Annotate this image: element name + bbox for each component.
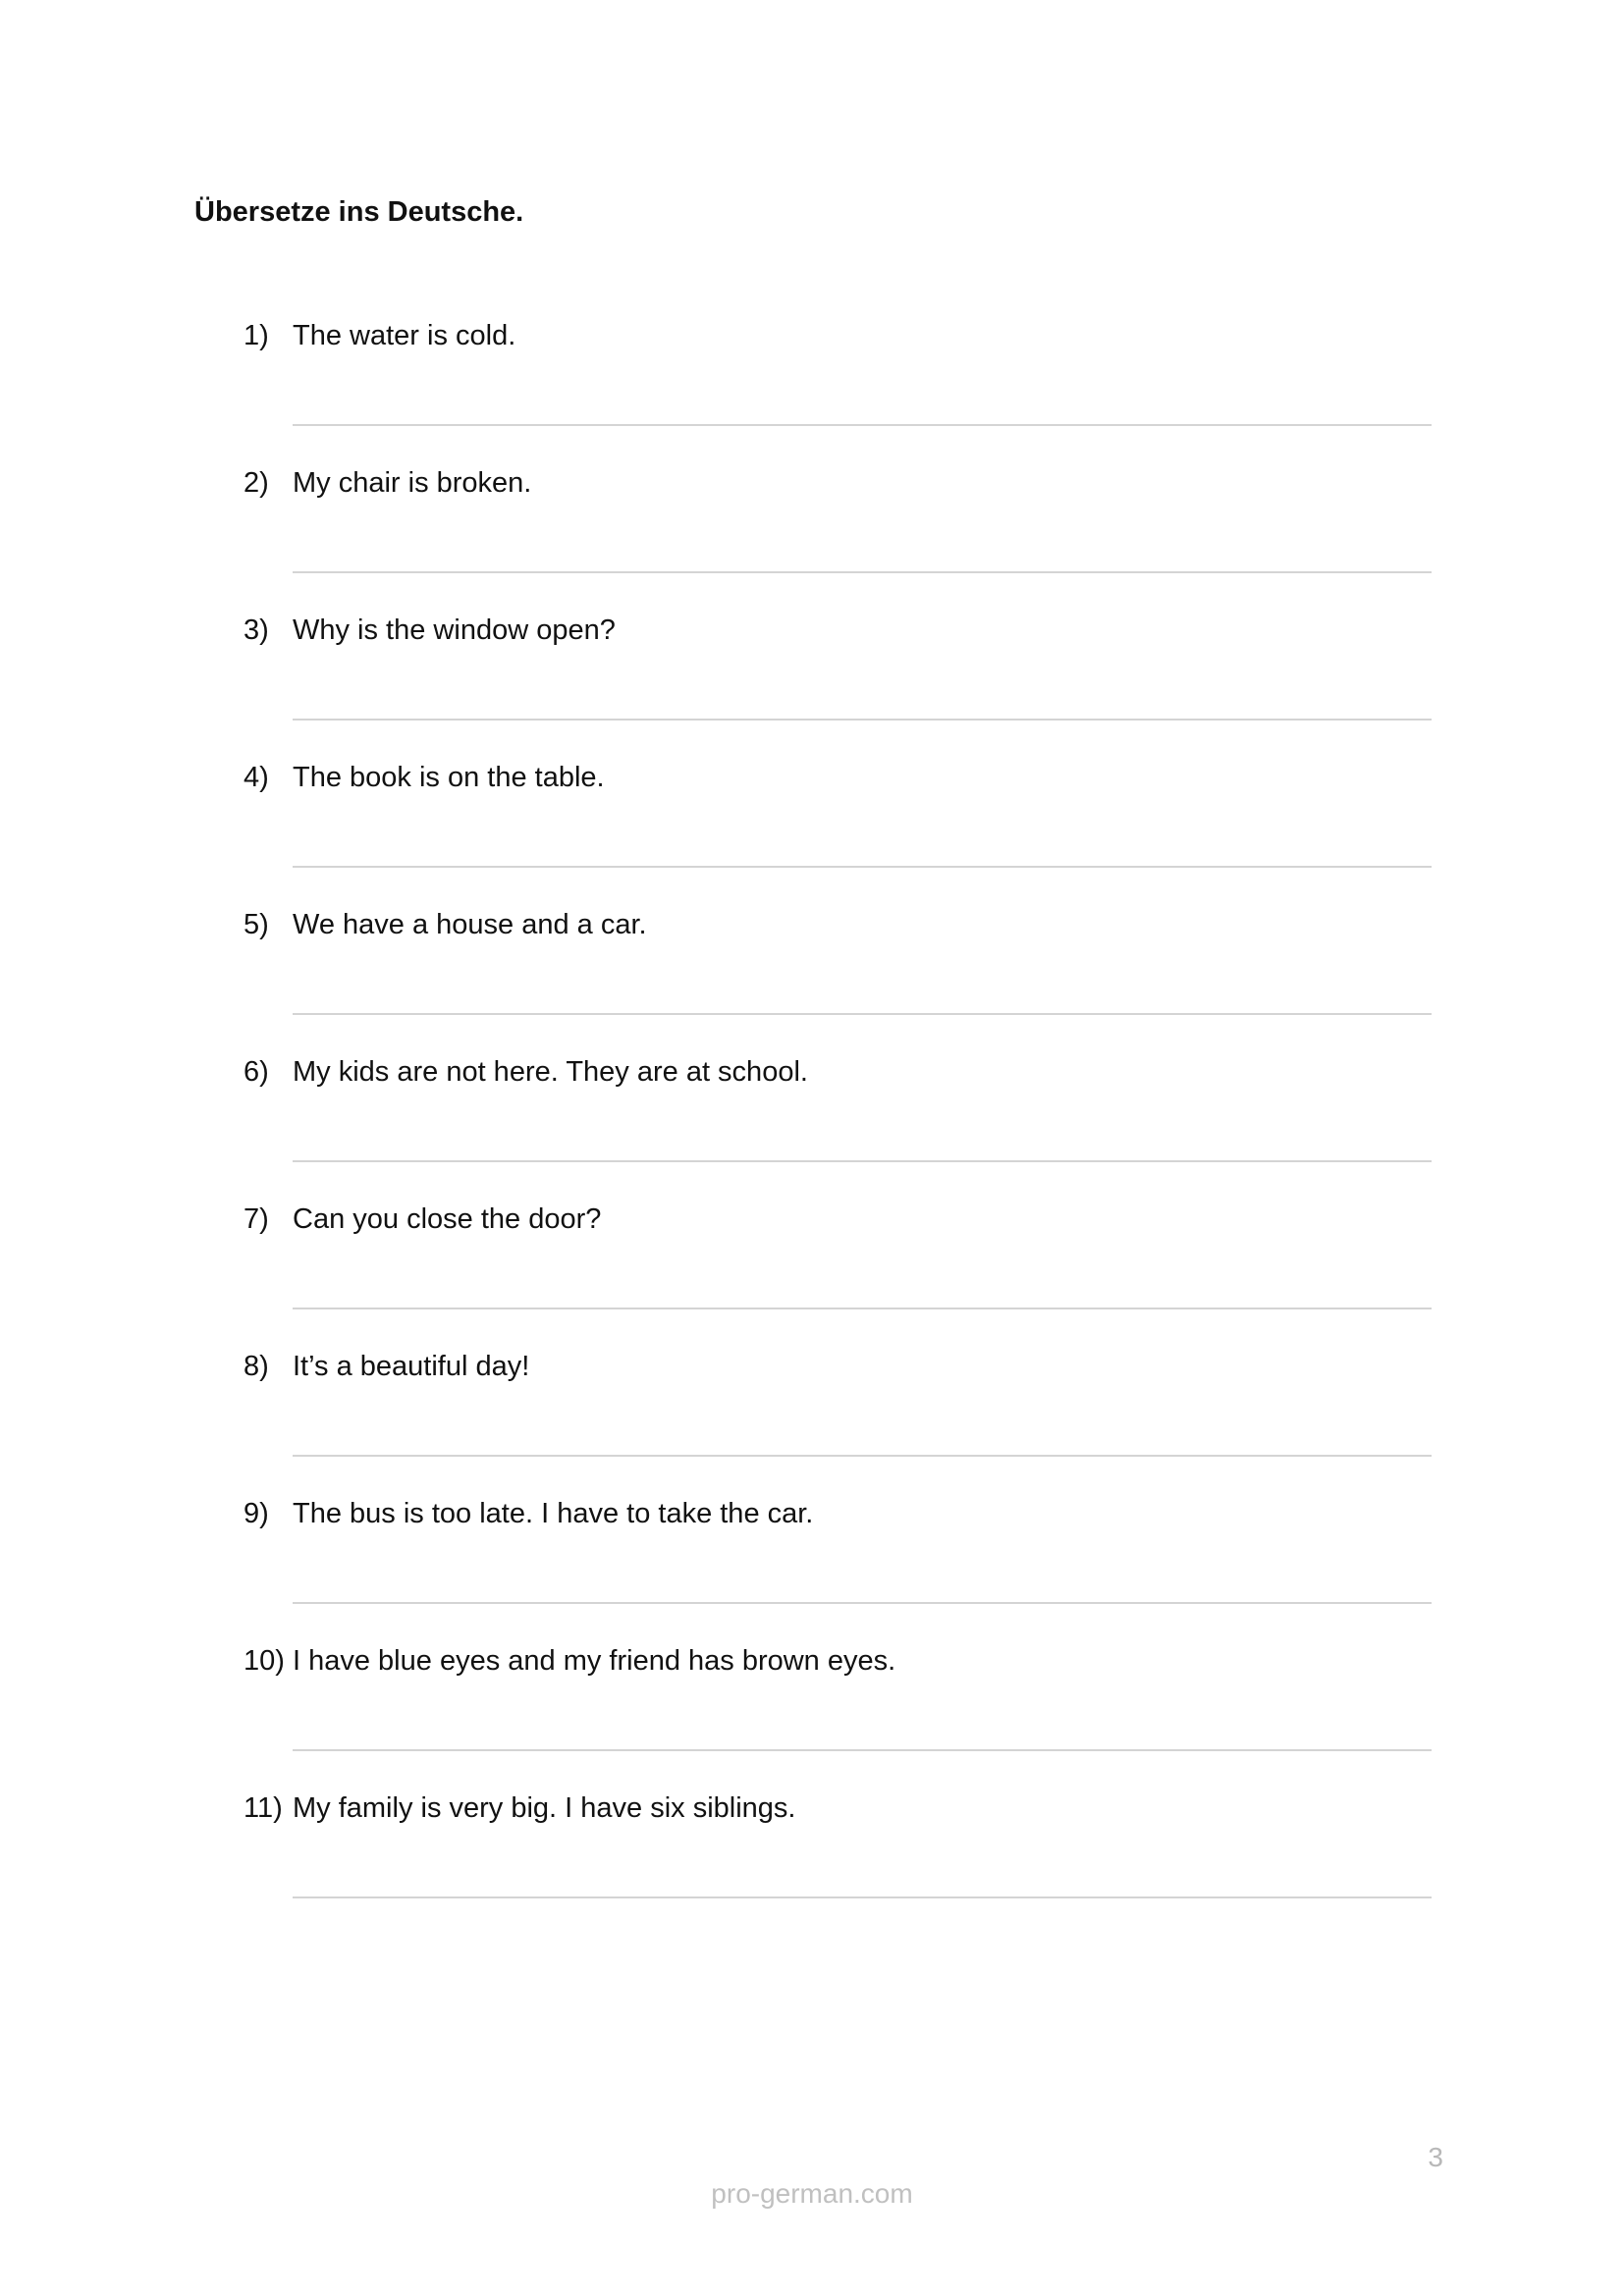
- exercise-item: [0, 611, 1624, 758]
- exercise-item: [0, 1494, 1624, 1641]
- item-prompt: We have a house and a car.: [293, 909, 647, 940]
- answer-line[interactable]: [293, 571, 1432, 573]
- answer-line[interactable]: [293, 1013, 1432, 1015]
- item-number: 2): [244, 467, 269, 499]
- item-number: 1): [244, 320, 269, 351]
- exercise-item: [0, 1200, 1624, 1347]
- answer-line[interactable]: [293, 1455, 1432, 1457]
- exercise-item: [0, 1789, 1624, 1936]
- item-number: 7): [244, 1203, 269, 1235]
- item-prompt: It’s a beautiful day!: [293, 1351, 530, 1382]
- worksheet-title: Übersetze ins Deutsche.: [194, 196, 524, 228]
- item-prompt: I have blue eyes and my friend has brown eyes.: [293, 1645, 896, 1677]
- item-prompt: The bus is too late. I have to take the car.: [293, 1498, 814, 1529]
- exercise-item: [0, 1641, 1624, 1789]
- exercise-item: [0, 316, 1624, 463]
- answer-line[interactable]: [293, 1749, 1432, 1751]
- page-number: 3: [1428, 2142, 1443, 2172]
- answer-line[interactable]: [293, 1896, 1432, 1898]
- answer-line[interactable]: [293, 1308, 1432, 1309]
- item-number: 11): [244, 1792, 283, 1824]
- exercise-item: [0, 905, 1624, 1052]
- item-prompt: Why is the window open?: [293, 614, 616, 646]
- answer-line[interactable]: [293, 1160, 1432, 1162]
- exercise-item: [0, 758, 1624, 905]
- item-prompt: My chair is broken.: [293, 467, 532, 499]
- item-number: 5): [244, 909, 269, 940]
- answer-line[interactable]: [293, 719, 1432, 721]
- exercise-item: [0, 1052, 1624, 1200]
- item-number: 9): [244, 1498, 269, 1529]
- item-prompt: My family is very big. I have six siblings.: [293, 1792, 796, 1824]
- item-prompt: The book is on the table.: [293, 762, 605, 793]
- item-number: 3): [244, 614, 269, 646]
- item-number: 4): [244, 762, 269, 793]
- item-prompt: Can you close the door?: [293, 1203, 602, 1235]
- item-number: 6): [244, 1056, 269, 1088]
- item-number: 8): [244, 1351, 269, 1382]
- answer-line[interactable]: [293, 1602, 1432, 1604]
- exercise-item: [0, 463, 1624, 611]
- item-prompt: The water is cold.: [293, 320, 516, 351]
- answer-line[interactable]: [293, 866, 1432, 868]
- item-number: 10): [244, 1645, 285, 1677]
- answer-line[interactable]: [293, 424, 1432, 426]
- item-prompt: My kids are not here. They are at school.: [293, 1056, 808, 1088]
- exercise-item: [0, 1347, 1624, 1494]
- footer-site: pro-german.com: [711, 2178, 913, 2209]
